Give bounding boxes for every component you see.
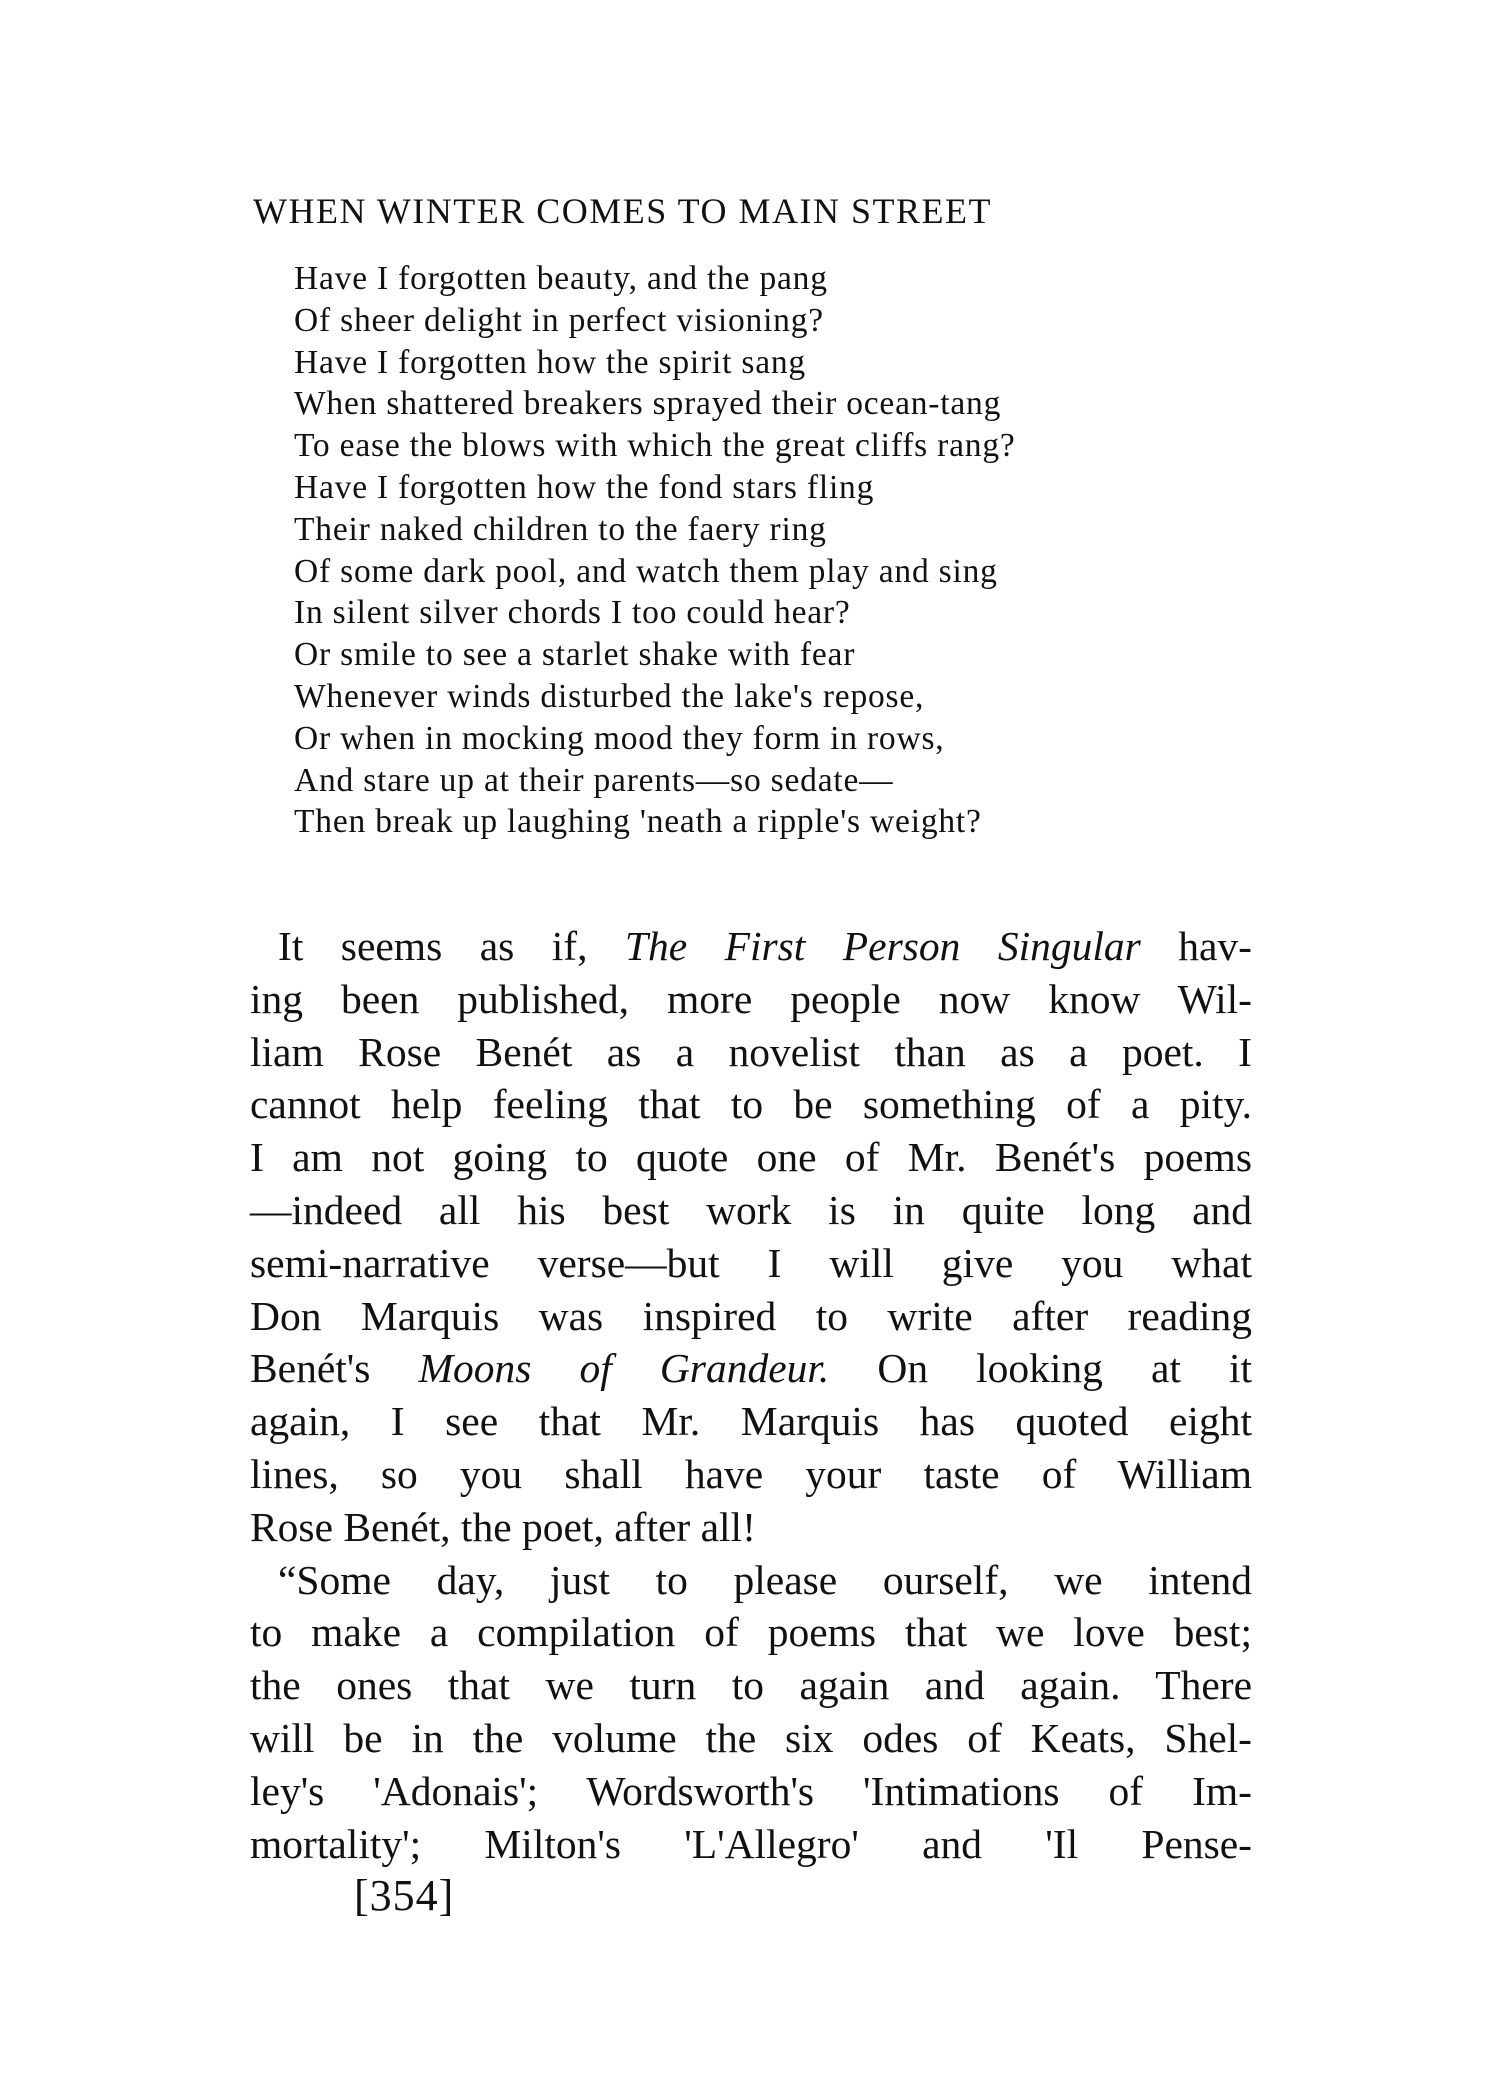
prose-line: mortality'; Milton's 'L'Allegro' and 'Il Pense- [250, 1820, 1252, 1867]
prose-line: will be in the volume the six odes of Keats, Shel- [250, 1714, 1252, 1761]
prose-line: again, I see that Mr. Marquis has quoted eight [250, 1398, 1252, 1445]
poem-line: Have I forgotten beauty, and the pang [294, 260, 828, 297]
prose-line: Rose Benét, the poet, after all! [250, 1503, 756, 1550]
prose-line: “Some day, just to please ourself, we intend [278, 1556, 1252, 1603]
book-title: Moons of Grandeur. [418, 1345, 830, 1392]
prose-line: cannot help feeling that to be something of a pity. [250, 1081, 1252, 1128]
poem-line: In silent silver chords I too could hear? [294, 594, 851, 632]
prose-line: ing been published, more people now know Wil- [250, 975, 1252, 1022]
poem-line: And stare up at their parents—so sedate— [294, 761, 894, 799]
poem-block [294, 258, 1254, 843]
poem-line: Of sheer delight in perfect visioning? [294, 301, 824, 339]
prose-line: lines, so you shall have your taste of William [250, 1450, 1252, 1497]
poem-line: To ease the blows with which the great cliffs rang? [294, 427, 1016, 465]
poem-line: Of some dark pool, and watch them play and sing [294, 552, 998, 590]
prose-line [250, 1342, 1252, 1395]
prose-text: On looking at it [877, 1345, 1253, 1392]
prose-line: liam Rose Benét as a novelist than as a poet. I [250, 1028, 1252, 1075]
poem-line: Whenever winds disturbed the lake's repose, [294, 677, 925, 715]
page-number: [354] [354, 1871, 455, 1920]
poem-line: Or smile to see a starlet shake with fear [294, 636, 856, 674]
book-title: The First Person Singular [624, 923, 1141, 969]
prose-text: It seems as if, [278, 923, 588, 969]
poem-line: When shattered breakers sprayed their ocean-tang [294, 385, 1002, 423]
prose-line: the ones that we turn to again and again. There [250, 1662, 1252, 1709]
prose-text: Benét's [250, 1345, 371, 1392]
poem-line: Their naked children to the faery ring [294, 510, 827, 548]
poem-line: Or when in mocking mood they form in rows, [294, 719, 945, 757]
prose-line: ley's 'Adonais'; Wordsworth's 'Intimations of Im- [250, 1767, 1252, 1814]
poem-line: Have I forgotten how the fond stars fling [294, 468, 875, 506]
prose-line: I am not going to quote one of Mr. Benét's poems [250, 1134, 1252, 1181]
prose-text: hav- [1178, 923, 1253, 969]
prose-body [250, 920, 1252, 1870]
poem-line: Have I forgotten how the spirit sang [294, 343, 806, 381]
poem-line: Then break up laughing 'neath a ripple's weight? [294, 803, 982, 841]
running-head: WHEN WINTER COMES TO MAIN STREET [253, 191, 992, 231]
prose-line: Don Marquis was inspired to write after reading [250, 1292, 1252, 1339]
prose-line: to make a compilation of poems that we love best; [250, 1609, 1252, 1656]
prose-line [250, 920, 1252, 973]
prose-line: —indeed all his best work is in quite long and [250, 1186, 1252, 1233]
prose-line: semi-narrative verse—but I will give you what [250, 1239, 1252, 1286]
